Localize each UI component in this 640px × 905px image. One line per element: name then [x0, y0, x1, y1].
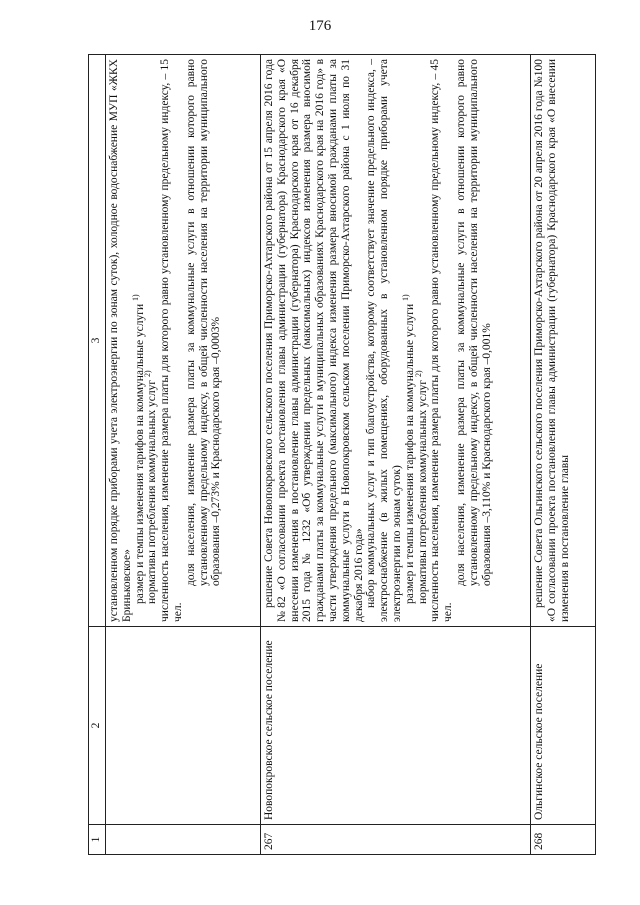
tariffs-text	[400, 59, 417, 622]
details-line: доля населения, изменение размера платы за коммунальные услуги в отношении которого равно установленному предельному индексу, в общей численности населения на территории муниципального образования –0,273% и Краснодарского края –0,0003%	[184, 59, 223, 586]
row-number: 267	[261, 825, 531, 855]
decision-text: решение Совета Ольгинского сельского поселения Приморско-Ахтарского района от 20 апреля 2016 года №100 «О согласовании проекта постановления главы администрации (губернатора) Краснодарского края «О внесении изменения в постановление главы	[533, 59, 571, 622]
footnote-marker: 2)	[413, 370, 423, 378]
share-text: доля населения, изменение размера платы за коммунальные услуги в отношении которого равно установленному предельному индексу, в общей численности населения на территории муниципального образования –3,110% и Краснодарского края –0,001%	[454, 59, 493, 586]
row-details	[261, 55, 531, 627]
rotated-table-container	[88, 55, 600, 855]
row-details	[531, 55, 596, 627]
details-line	[143, 59, 159, 622]
rotated-table-area	[88, 55, 600, 855]
cell-number-empty	[106, 825, 261, 855]
column-header-1: 1	[89, 825, 106, 855]
settlement-name: Новопокровское сельское поселение	[261, 627, 531, 825]
settlement-name: Ольгинское сельское поселение	[531, 627, 596, 825]
cell-details-continuation	[106, 55, 261, 627]
services-text: набор коммунальных услуг и тип благоустройства, которому соответствует значение предельного индекса, – электроснабжение (в жилых помещениях, оборудованных в установленном порядке приборами учета электроэнергии по зонам суток)	[365, 59, 403, 622]
population-text: численность населения, изменение размера платы для которого равно установленному предельному индексу, – 45 чел.	[429, 59, 455, 622]
details-line: численность населения, изменение размера платы для которого равно установленному предельному индексу, – 15 чел.	[159, 59, 184, 622]
table-row	[261, 55, 531, 855]
details-line	[130, 59, 147, 622]
column-header-3: 3	[89, 55, 106, 627]
table-row	[531, 55, 596, 855]
details-line-text: размер и темпы изменения тарифов на коммунальные услуги	[133, 303, 146, 604]
footnote-marker: 1)	[130, 294, 140, 301]
footnote-marker: 1)	[400, 294, 410, 301]
page-number: 176	[308, 18, 332, 34]
cell-name-empty	[106, 627, 261, 825]
tariff-index-table	[88, 54, 596, 855]
row-number: 268	[531, 825, 596, 855]
decision-text: решение Совета Новопокровского сельского поселения Приморско-Ахтарского района от 15 апреля 2016 года №82 «О согласовании проекта постановления главы администрации (губернатора) Краснодарского края «О внесении изменения в постановление главы администрации (губернатора) Краснодарского края от 16 декабря 2015 года № 1232 «Об утверждении предельных (максимальных) индексов изменения размера вносимой гражданами платы за коммунальные услуги в муниципальных образованиях Краснодарского края на 2016 год» в части утверждения предельного (максимального) индекса изменения размера вносимой гражданами платы за коммунальные услуги в Новопокровском сельском поселении Приморско-Ахтарского района с 1 июля по 31 декабря 2016 года»	[263, 59, 365, 622]
norms-label: нормативы потребления коммунальных услуг	[416, 379, 429, 604]
table-header-row	[89, 55, 106, 855]
footnote-marker: 2)	[143, 370, 153, 378]
table-row-continuation	[106, 55, 261, 855]
norms-text	[413, 59, 430, 622]
column-header-2: 2	[89, 627, 106, 825]
tariffs-label: размер и темпы изменения тарифов на коммунальные услуги	[403, 303, 416, 604]
details-line: установленном порядке приборами учета электроэнергии по зонам суток), холодное водоснабжение МУП «ЖКХ Бриньковское»	[108, 59, 133, 622]
details-line-text: нормативы потребления коммунальных услуг	[146, 379, 159, 604]
